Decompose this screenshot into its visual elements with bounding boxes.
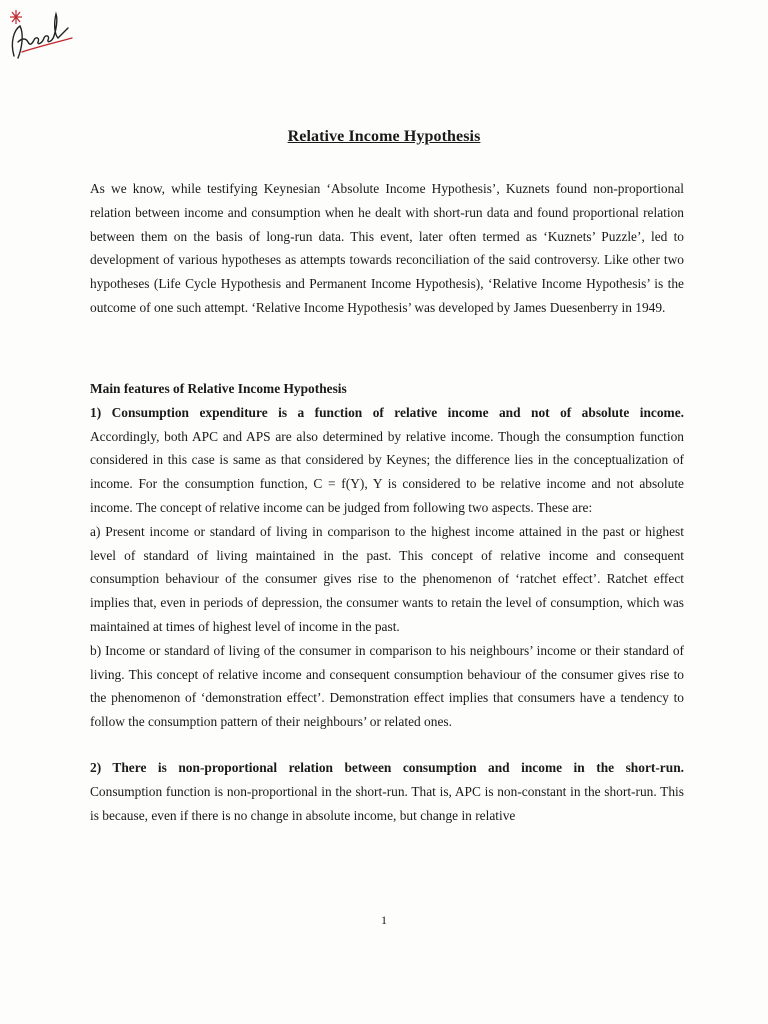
page-number: 1 bbox=[381, 913, 387, 927]
main-features-section bbox=[90, 377, 684, 827]
point-1-paragraph: Accordingly, both APC and APS are also determined by relative income. Though the consumption function considered in this case is same as that considered by Keynes; the difference lies in the conceptualization of income. For the consumption function, C = f(Y), Y is considered to be relative income and not absolute income. The concept of relative income can be judged from following two aspects. These are: bbox=[90, 428, 684, 515]
features-heading: Main features of Relative Income Hypothesis bbox=[90, 381, 347, 396]
document-title: Relative Income Hypothesis bbox=[287, 128, 481, 145]
point-2-paragraph: Consumption function is non-proportional in the short-run. That is, APC is non-constant in the short-run. This is because, even if there is no change in absolute income, but change in relative bbox=[90, 783, 684, 823]
intro-section bbox=[90, 177, 684, 320]
section-spacer bbox=[90, 734, 684, 756]
handwritten-signature bbox=[4, 8, 78, 66]
point-2-heading: 2) There is non-proportional relation between consumption and income in the short-run. bbox=[90, 759, 684, 775]
point-1-aspect-b: b) Income or standard of living of the consumer in comparison to his neighbours’ income or their standard of living. This concept of relative income and consequent consumption behaviour of the consumer gives rise to the phenomenon of ‘demonstration effect’. Demonstration effect implies that consumers have a tendency to follow the consumption pattern of their neighbours’ or related ones. bbox=[90, 642, 684, 730]
point-1-aspect-a: a) Present income or standard of living in comparison to the highest income attained in the past or highest level of standard of living maintained in the past. This concept of relative income and consequent consumption behaviour of the consumer gives rise to the phenomenon of ‘ratchet effect’. Ratchet effect implies that, even in periods of depression, the consumer wants to retain the level of consumption, which was maintained at times of highest level of income in the past. bbox=[90, 523, 684, 634]
point-1-heading: 1) Consumption expenditure is a function of relative income and not of absolute income. bbox=[90, 404, 684, 420]
red-star-icon bbox=[10, 10, 22, 24]
intro-paragraph: As we know, while testifying Keynesian ‘Absolute Income Hypothesis’, Kuznets found non-proportional relation between income and consumption when he dealt with short-run data and found proportional relation between them on the basis of long-run data. This event, later often termed as ‘Kuznets’ Puzzle’, led to development of various hypotheses as attempts towards reconciliation of the said controversy. Like other two hypotheses (Life Cycle Hypothesis and Permanent Income Hypothesis), ‘Relative Income Hypothesis’ is the outcome of one such attempt. ‘Relative Income Hypothesis’ was developed by James Duesenberry in 1949. bbox=[90, 181, 684, 315]
